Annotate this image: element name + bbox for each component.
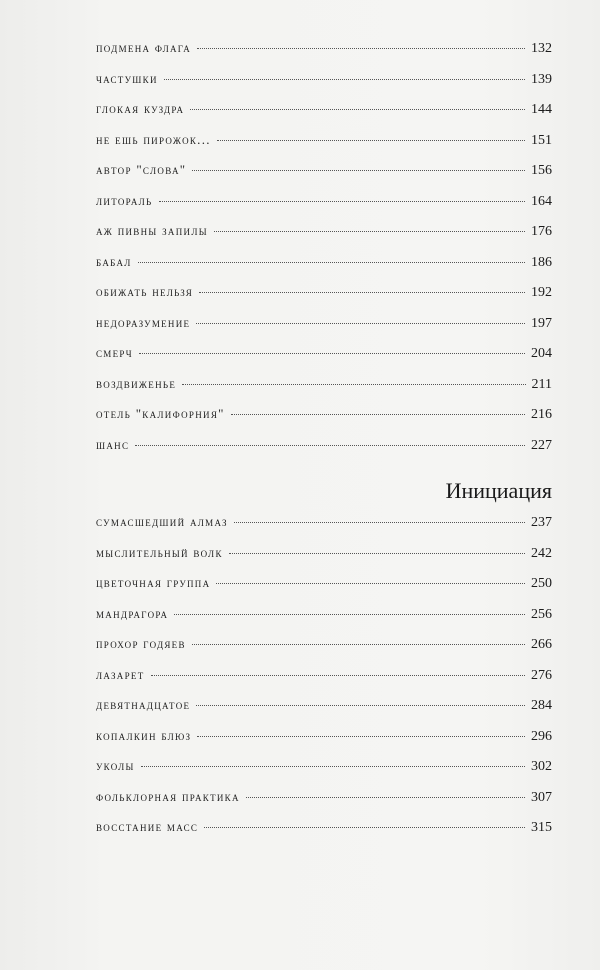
- toc-entry: [96, 819, 552, 850]
- toc-entry-title: недоразумение: [96, 314, 191, 330]
- toc-entry: [96, 315, 552, 346]
- toc-entry-page: 307: [531, 789, 552, 805]
- toc-entry: [96, 376, 552, 407]
- dot-leader: [174, 614, 525, 615]
- dot-leader: [141, 766, 525, 767]
- dot-leader: [216, 583, 525, 584]
- toc-entry-page: 276: [531, 667, 552, 683]
- section-heading: Инициация: [445, 478, 552, 503]
- toc-entry-page: 151: [531, 132, 552, 148]
- toc-entry-title: частушки: [96, 70, 158, 86]
- toc-entry-page: 227: [531, 437, 552, 453]
- toc-entry: [96, 132, 552, 163]
- dot-leader: [138, 262, 525, 263]
- toc-entry: [96, 575, 552, 606]
- toc-entry-title: литораль: [96, 192, 153, 208]
- toc-entry: [96, 101, 552, 132]
- toc-entry: [96, 789, 552, 820]
- toc-entry-title: глокая куздра: [96, 101, 185, 116]
- toc-entry: [96, 162, 552, 193]
- toc-entry-title: прохор годяев: [96, 636, 186, 651]
- toc-entry-title: обижать нельзя: [96, 284, 194, 299]
- toc-entry: [96, 437, 552, 468]
- toc-entry: [96, 667, 552, 698]
- toc-entry-page: 132: [531, 41, 552, 56]
- dot-leader: [204, 827, 525, 828]
- toc-entry-title: бабал: [96, 253, 132, 269]
- toc-entry-page: 237: [531, 515, 552, 530]
- toc-entry-title: автор "слова": [96, 162, 187, 177]
- toc-entry-title: цветочная группа: [96, 575, 211, 590]
- dot-leader: [182, 384, 525, 385]
- toc-list-1: [96, 40, 552, 467]
- toc-list-2: [96, 514, 552, 850]
- toc-entry-title: сумасшедший алмаз: [96, 514, 228, 529]
- dot-leader: [190, 109, 525, 110]
- toc-entry-page: 302: [531, 759, 552, 774]
- dot-leader: [231, 414, 525, 415]
- dot-leader: [151, 675, 526, 676]
- toc-entry-title: уколы: [96, 758, 135, 773]
- toc-entry-title: восстание масс: [96, 819, 199, 834]
- dot-leader: [217, 140, 525, 141]
- dot-leader: [246, 797, 525, 798]
- toc-entry-page: 211: [531, 376, 552, 392]
- dot-leader: [196, 705, 525, 706]
- toc-entry: [96, 606, 552, 637]
- toc-entry-title: отель "калифорния": [96, 406, 225, 421]
- toc-entry-title: лазарет: [96, 666, 145, 682]
- dot-leader: [192, 170, 525, 171]
- toc-entry-page: 242: [531, 545, 552, 561]
- toc-entry: [96, 193, 552, 224]
- toc-entry-title: шанс: [96, 436, 130, 452]
- dot-leader: [159, 201, 525, 202]
- dot-leader: [196, 323, 525, 324]
- toc-entry: [96, 406, 552, 437]
- toc-entry: [96, 40, 552, 71]
- toc-entry-title: девятнадцатое: [96, 697, 191, 712]
- toc-entry-page: 284: [531, 698, 552, 713]
- dot-leader: [197, 48, 525, 49]
- toc-entry: [96, 697, 552, 728]
- toc-entry-page: 192: [531, 285, 552, 300]
- toc-entry-page: 315: [531, 820, 552, 835]
- dot-leader: [139, 353, 525, 354]
- dot-leader: [199, 292, 525, 293]
- toc-entry-title: не ешь пирожок...: [96, 131, 211, 147]
- dot-leader: [164, 79, 525, 80]
- dot-leader: [229, 553, 525, 554]
- toc-entry-title: мыслительный волк: [96, 544, 223, 560]
- toc-entry-page: 176: [531, 224, 552, 239]
- toc-entry-title: мандрагора: [96, 605, 169, 621]
- dot-leader: [214, 231, 525, 232]
- toc-entry: [96, 636, 552, 667]
- toc-entry-title: фольклорная практика: [96, 788, 240, 804]
- toc-entry-page: 156: [531, 163, 552, 178]
- toc-entry: [96, 345, 552, 376]
- toc-entry-title: аж пивны запилы: [96, 223, 208, 238]
- toc-entry-title: подмена флага: [96, 40, 192, 55]
- toc-entry: [96, 71, 552, 102]
- toc-entry-page: 139: [531, 71, 552, 87]
- toc-entry: [96, 758, 552, 789]
- toc-entry-page: 266: [531, 637, 552, 652]
- toc-entry-page: 296: [531, 728, 552, 744]
- toc-entry: [96, 284, 552, 315]
- toc-entry: [96, 254, 552, 285]
- dot-leader: [192, 644, 525, 645]
- toc-entry: [96, 545, 552, 576]
- toc-entry: [96, 514, 552, 545]
- dot-leader: [135, 445, 525, 446]
- toc-entry-page: 144: [531, 102, 552, 117]
- toc-entry-title: копалкин блюз: [96, 727, 192, 743]
- toc-entry-page: 256: [531, 606, 552, 622]
- dot-leader: [197, 736, 525, 737]
- toc-entry: [96, 223, 552, 254]
- toc-entry-page: 204: [531, 346, 552, 361]
- dot-leader: [234, 522, 525, 523]
- toc-entry-page: 164: [531, 193, 552, 209]
- toc-entry: [96, 728, 552, 759]
- toc-entry-title: смерч: [96, 345, 133, 360]
- toc-entry-page: 216: [531, 407, 552, 422]
- toc-entry-title: воздвиженье: [96, 375, 177, 391]
- toc-entry-page: 250: [531, 576, 552, 591]
- toc-entry-page: 197: [531, 315, 552, 331]
- toc-entry-page: 186: [531, 254, 552, 270]
